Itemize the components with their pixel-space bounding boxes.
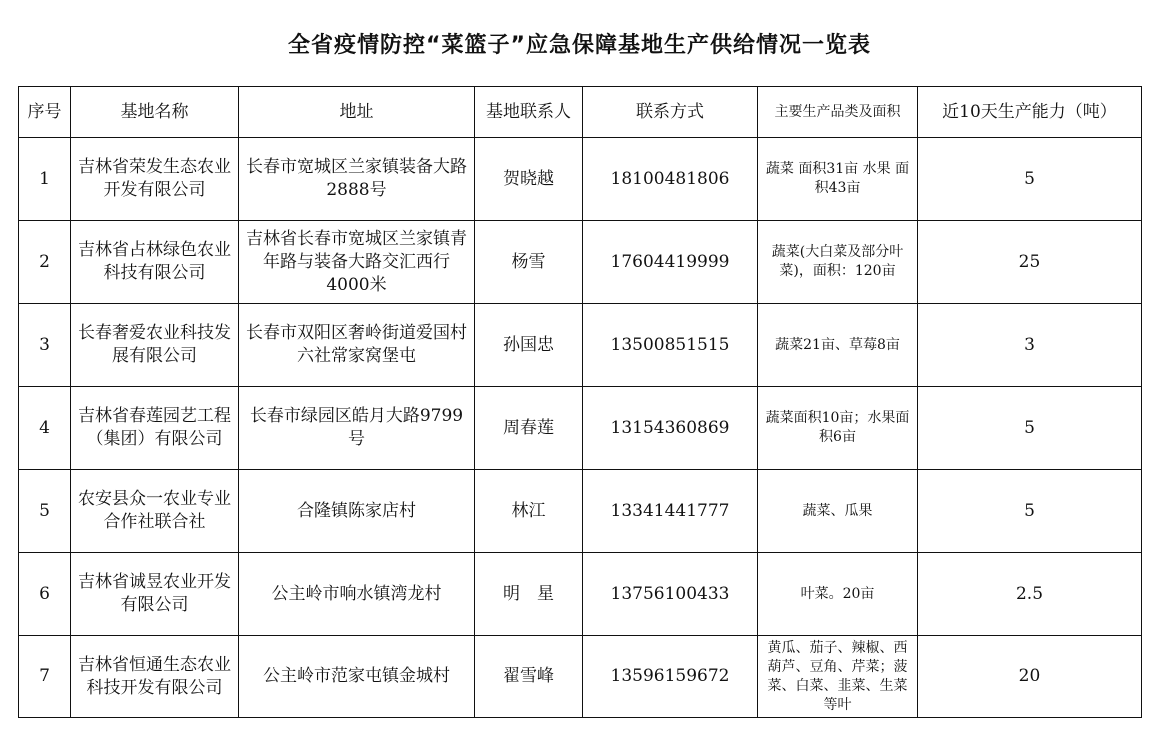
cell-no: 6 bbox=[19, 553, 71, 636]
cell-phone: 13154360869 bbox=[583, 387, 758, 470]
cell-contact: 林江 bbox=[475, 470, 583, 553]
cell-capacity: 3 bbox=[918, 304, 1142, 387]
cell-name: 吉林省荣发生态农业开发有限公司 bbox=[71, 138, 239, 221]
cell-name: 吉林省占林绿色农业科技有限公司 bbox=[71, 221, 239, 304]
cell-products: 蔬菜(大白菜及部分叶菜)，面积：120亩 bbox=[758, 221, 918, 304]
table-row bbox=[19, 636, 1142, 718]
table-row bbox=[19, 138, 1142, 221]
header-no: 序号 bbox=[19, 87, 71, 138]
cell-capacity: 25 bbox=[918, 221, 1142, 304]
table-row bbox=[19, 304, 1142, 387]
cell-phone: 13500851515 bbox=[583, 304, 758, 387]
cell-no: 1 bbox=[19, 138, 71, 221]
cell-products: 蔬菜面积10亩；水果面积6亩 bbox=[758, 387, 918, 470]
cell-no: 5 bbox=[19, 470, 71, 553]
cell-name: 吉林省恒通生态农业科技开发有限公司 bbox=[71, 636, 239, 718]
cell-contact: 翟雪峰 bbox=[475, 636, 583, 718]
header-contact: 基地联系人 bbox=[475, 87, 583, 138]
products-text: 黄瓜、茄子、辣椒、西葫芦、豆角、芹菜；菠菜、白菜、韭菜、生菜等叶 bbox=[767, 639, 908, 713]
cell-capacity: 5 bbox=[918, 138, 1142, 221]
cell-name: 吉林省诚昱农业开发有限公司 bbox=[71, 553, 239, 636]
cell-address: 长春市双阳区奢岭街道爱国村六社常家窝堡屯 bbox=[239, 304, 475, 387]
supply-table bbox=[18, 86, 1142, 718]
cell-products: 叶菜。20亩 bbox=[758, 553, 918, 636]
page-title: 全省疫情防控“菜篮子”应急保障基地生产供给情况一览表 bbox=[288, 33, 871, 58]
cell-capacity: 5 bbox=[918, 387, 1142, 470]
table-row bbox=[19, 470, 1142, 553]
cell-contact: 明 星 bbox=[475, 553, 583, 636]
header-row bbox=[19, 87, 1142, 138]
cell-phone: 13756100433 bbox=[583, 553, 758, 636]
cell-contact: 杨雪 bbox=[475, 221, 583, 304]
cell-capacity: 5 bbox=[918, 470, 1142, 553]
cell-contact: 贺晓越 bbox=[475, 138, 583, 221]
cell-products: 蔬菜21亩、草莓8亩 bbox=[758, 304, 918, 387]
cell-contact: 孙国忠 bbox=[475, 304, 583, 387]
header-products: 主要生产品类及面积 bbox=[758, 87, 918, 138]
header-address: 地址 bbox=[239, 87, 475, 138]
cell-capacity: 20 bbox=[918, 636, 1142, 718]
header-capacity: 近10天生产能力（吨） bbox=[918, 87, 1142, 138]
table-row bbox=[19, 553, 1142, 636]
cell-address: 长春市宽城区兰家镇装备大路2888号 bbox=[239, 138, 475, 221]
cell-phone: 13341441777 bbox=[583, 470, 758, 553]
table-row bbox=[19, 387, 1142, 470]
cell-capacity: 2.5 bbox=[918, 553, 1142, 636]
cell-address: 公主岭市响水镇湾龙村 bbox=[239, 553, 475, 636]
table-row bbox=[19, 221, 1142, 304]
cell-products bbox=[758, 636, 918, 718]
cell-phone: 17604419999 bbox=[583, 221, 758, 304]
cell-address: 合隆镇陈家店村 bbox=[239, 470, 475, 553]
cell-name: 农安县众一农业专业合作社联合社 bbox=[71, 470, 239, 553]
cell-name: 长春奢爱农业科技发展有限公司 bbox=[71, 304, 239, 387]
cell-address: 长春市绿园区皓月大路9799号 bbox=[239, 387, 475, 470]
cell-contact: 周春莲 bbox=[475, 387, 583, 470]
cell-address: 公主岭市范家屯镇金城村 bbox=[239, 636, 475, 718]
cell-address: 吉林省长春市宽城区兰家镇青年路与装备大路交汇西行4000米 bbox=[239, 221, 475, 304]
header-name: 基地名称 bbox=[71, 87, 239, 138]
cell-no: 3 bbox=[19, 304, 71, 387]
cell-no: 4 bbox=[19, 387, 71, 470]
cell-phone: 18100481806 bbox=[583, 138, 758, 221]
cell-phone: 13596159672 bbox=[583, 636, 758, 718]
header-phone: 联系方式 bbox=[583, 87, 758, 138]
cell-products: 蔬菜 面积31亩 水果 面积43亩 bbox=[758, 138, 918, 221]
cell-no: 7 bbox=[19, 636, 71, 718]
cell-no: 2 bbox=[19, 221, 71, 304]
cell-products: 蔬菜、瓜果 bbox=[758, 470, 918, 553]
cell-name: 吉林省春莲园艺工程（集团）有限公司 bbox=[71, 387, 239, 470]
